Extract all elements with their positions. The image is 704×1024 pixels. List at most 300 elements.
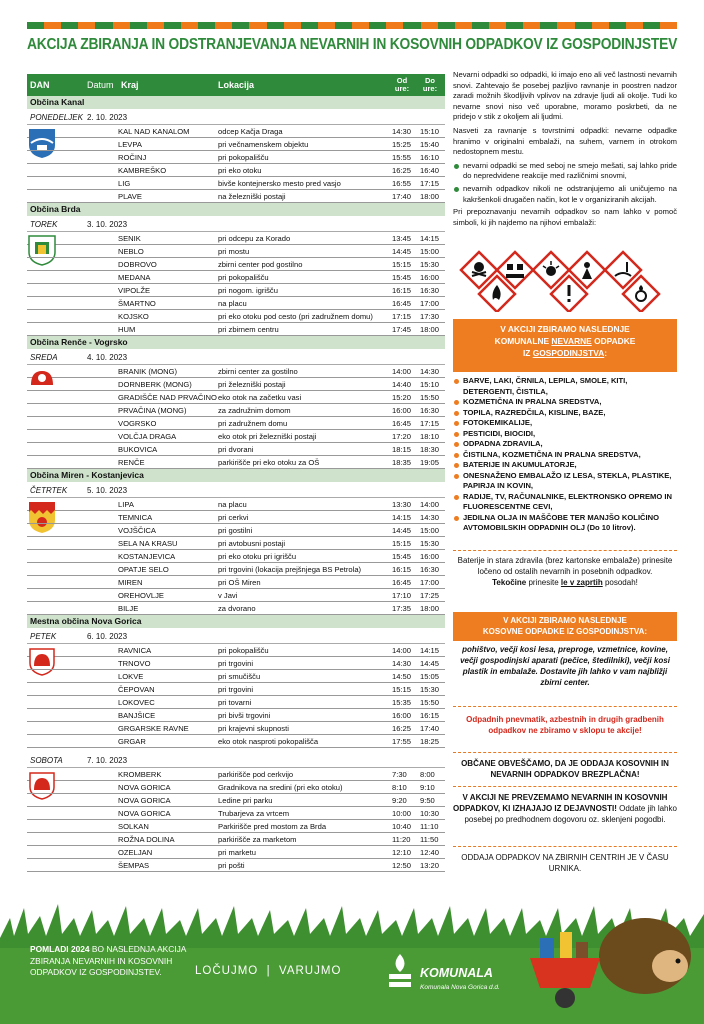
table-row xyxy=(27,670,445,683)
place-cell: HUM xyxy=(118,325,136,334)
to-cell: 10:30 xyxy=(420,809,440,818)
place-cell: LIG xyxy=(118,179,131,188)
location-cell: eko otok pri železniški postaji xyxy=(218,432,317,441)
place-cell: ROŽNA DOLINA xyxy=(118,835,175,844)
exclusion-note: Odpadnih pnevmatik, azbestnih in drugih gradbenih odpadkov ne zbiramo v sklopu te akcije! xyxy=(466,715,664,735)
table-row xyxy=(27,735,445,748)
location-cell: zbirni center pod gostilno xyxy=(218,260,303,269)
place-cell: LIPA xyxy=(118,500,134,509)
location-cell: pri nogom. igrišču xyxy=(218,286,278,295)
day-label: PETEK xyxy=(30,632,57,641)
to-cell: 19:05 xyxy=(420,458,440,467)
place-cell: KROMBERK xyxy=(118,770,162,779)
location-cell: za zadružnim domom xyxy=(218,406,291,415)
table-row xyxy=(27,511,445,524)
table-row xyxy=(27,378,445,391)
from-cell: 7:30 xyxy=(392,770,407,779)
place-cell: NOVA GORICA xyxy=(118,783,171,792)
box-heading: KOMUNALNE NEVARNE ODPADKE xyxy=(494,336,636,346)
location-cell: pri marketu xyxy=(218,848,256,857)
batteries-note: Baterije in stara zdravila (brez kartonske embalaže) prinesite ločeno od ostalih nevarnih in posebnih odpadkov. Tekočine prinesite le v zaprtih posodah! xyxy=(457,556,673,587)
day-row xyxy=(27,752,445,768)
box-heading: V AKCIJI ZBIRAMO NASLEDNJE xyxy=(503,616,627,625)
from-cell: 14:30 xyxy=(392,659,412,668)
location-cell: pri bivši trgovini xyxy=(218,711,271,720)
from-cell: 15:15 xyxy=(392,260,412,269)
from-cell: 18:15 xyxy=(392,445,412,454)
table-row xyxy=(27,768,445,781)
to-cell: 18:30 xyxy=(420,445,440,454)
table-row xyxy=(27,125,445,138)
day-row xyxy=(27,109,445,125)
to-cell: 8:00 xyxy=(420,770,435,779)
list-item: KOZMETIČNA IN PRALNA SREDSTVA, xyxy=(453,397,677,408)
from-cell: 16:45 xyxy=(392,419,412,428)
from-cell: 17:55 xyxy=(392,737,412,746)
table-row xyxy=(27,722,445,735)
divider xyxy=(453,752,677,753)
place-cell: MEDANA xyxy=(118,273,151,282)
box-heading: KOSOVNE ODPADKE IZ GOSPODINJSTVA: xyxy=(482,627,648,636)
to-cell: 15:00 xyxy=(420,526,440,535)
place-cell: RAVNICA xyxy=(118,646,152,655)
table-row xyxy=(27,498,445,511)
location-cell: na placu xyxy=(218,500,247,509)
to-cell: 16:10 xyxy=(420,153,440,162)
from-cell: 15:35 xyxy=(392,698,412,707)
company-name: KOMUNALA xyxy=(420,966,493,980)
to-cell: 15:50 xyxy=(420,698,440,707)
place-cell: ŠEMPAS xyxy=(118,861,150,870)
place-cell: NOVA GORICA xyxy=(118,796,171,805)
from-cell: 16:45 xyxy=(392,299,412,308)
divider xyxy=(453,846,677,847)
to-cell: 9:50 xyxy=(420,796,435,805)
day-label: ČETRTEK xyxy=(30,486,68,495)
place-cell: BILJE xyxy=(118,604,139,613)
date-label: 3. 10. 2023 xyxy=(87,220,128,229)
location-cell: pri eko otoku pri igrišču xyxy=(218,552,297,561)
to-cell: 16:00 xyxy=(420,552,440,561)
table-row xyxy=(27,190,445,203)
day-row xyxy=(27,349,445,365)
place-cell: LOKVE xyxy=(118,672,144,681)
table-row xyxy=(27,859,445,872)
to-cell: 17:00 xyxy=(420,578,440,587)
to-cell: 18:00 xyxy=(420,192,440,201)
free-notice: OBČANE OBVEŠČAMO, DA JE ODDAJA KOSOVNIH IN NEVARNIH ODPADKOV BREZPLAČNA! xyxy=(461,759,669,779)
place-cell: ŠMARTNO xyxy=(118,299,156,308)
table-row xyxy=(27,833,445,846)
place-cell: NEBLO xyxy=(118,247,144,256)
region-heading: Občina Brda xyxy=(27,203,445,216)
to-cell: 14:45 xyxy=(420,659,440,668)
from-cell: 15:20 xyxy=(392,393,412,402)
table-row xyxy=(27,417,445,430)
schedule-table xyxy=(27,74,445,872)
col-kraj: Kraj xyxy=(121,80,139,90)
company-subtitle: Komunala Nova Gorica d.d. xyxy=(420,984,500,991)
date-label: 7. 10. 2023 xyxy=(87,756,128,765)
table-row xyxy=(27,164,445,177)
place-cell: PLAVE xyxy=(118,192,142,201)
to-cell: 16:15 xyxy=(420,711,440,720)
place-cell: NOVA GORICA xyxy=(118,809,171,818)
location-cell: parkirišče pri eko otoku za OŠ xyxy=(218,458,320,467)
col-do: Do ure: xyxy=(422,76,438,93)
place-cell: BRANIK (MONG) xyxy=(118,367,178,376)
hazardous-box xyxy=(453,319,677,372)
box-heading: IZ GOSPODINJSTVA: xyxy=(522,348,608,358)
place-cell: SELA NA KRASU xyxy=(118,539,178,548)
place-cell: SENIK xyxy=(118,234,141,243)
location-cell: na placu xyxy=(218,299,247,308)
location-cell: parkirišče za marketom xyxy=(218,835,297,844)
to-cell: 15:40 xyxy=(420,140,440,149)
to-cell: 15:30 xyxy=(420,685,440,694)
page-title: AKCIJA ZBIRANJA IN ODSTRANJEVANJA NEVARNIH IN KOSOVNIH ODPADKOV IZ GOSPODINJSTEV xyxy=(27,36,678,53)
table-row xyxy=(27,602,445,615)
place-cell: VIPOLŽE xyxy=(118,286,151,295)
place-cell: MIREN xyxy=(118,578,143,587)
to-cell: 12:40 xyxy=(420,848,440,857)
from-cell: 18:35 xyxy=(392,458,412,467)
table-row xyxy=(27,696,445,709)
list-item: FOTOKEMIKALIJE, xyxy=(453,418,677,429)
date-label: 4. 10. 2023 xyxy=(87,353,128,362)
location-cell: pri trgovini xyxy=(218,659,254,668)
from-cell: 14:45 xyxy=(392,526,412,535)
table-row xyxy=(27,151,445,164)
hedgehog-icon xyxy=(599,918,691,994)
place-cell: TRNOVO xyxy=(118,659,151,668)
divider xyxy=(453,786,677,787)
day-label: SREDA xyxy=(30,353,58,362)
from-cell: 14:15 xyxy=(392,513,412,522)
location-cell: pri OŠ Miren xyxy=(218,578,261,587)
location-cell: pri zadružnem domu xyxy=(218,419,288,428)
from-cell: 14:50 xyxy=(392,672,412,681)
slogan: LOČUJMO | VARUJMO xyxy=(195,965,342,977)
to-cell: 16:30 xyxy=(420,565,440,574)
from-cell: 16:25 xyxy=(392,166,412,175)
place-cell: PRVAČINA (MONG) xyxy=(118,406,187,415)
place-cell: LEVPA xyxy=(118,140,142,149)
to-cell: 14:15 xyxy=(420,646,440,655)
place-cell: KAMBREŠKO xyxy=(118,166,167,175)
place-cell: DOBROVO xyxy=(118,260,157,269)
to-cell: 17:30 xyxy=(420,312,440,321)
location-cell: odcep Kačja Draga xyxy=(218,127,283,136)
to-cell: 16:30 xyxy=(420,286,440,295)
day-label: SOBOTA xyxy=(30,756,63,765)
day-row xyxy=(27,216,445,232)
day-row xyxy=(27,628,445,644)
divider xyxy=(453,706,677,707)
table-row xyxy=(27,310,445,323)
to-cell: 15:30 xyxy=(420,260,440,269)
table-row xyxy=(27,391,445,404)
from-cell: 17:10 xyxy=(392,591,412,600)
location-cell: pri pošti xyxy=(218,861,245,870)
from-cell: 16:45 xyxy=(392,578,412,587)
place-cell: OPATJE SELO xyxy=(118,565,169,574)
list-item: RADIJE, TV, RAČUNALNIKE, ELEKTRONSKO OPREMO IN FLUORESCENTNE CEVI, xyxy=(453,492,677,513)
location-cell: pri trgovini (lokacija prejšnjega BS Petrola) xyxy=(218,565,362,574)
to-cell: 16:00 xyxy=(420,273,440,282)
location-cell: Parkirišče pred mostom za Brda xyxy=(218,822,327,831)
place-cell: KAL NAD KANALOM xyxy=(118,127,190,136)
to-cell: 15:50 xyxy=(420,393,440,402)
list-item: ČISTILNA, KOZMETIČNA IN PRALNA SREDSTVA, xyxy=(453,450,677,461)
place-cell: KOJSKO xyxy=(118,312,149,321)
divider xyxy=(453,550,677,551)
location-cell: eko otok na začetku vasi xyxy=(218,393,302,402)
place-cell: TEMNICA xyxy=(118,513,153,522)
table-row xyxy=(27,245,445,258)
table-row xyxy=(27,323,445,336)
location-cell: za dvorano xyxy=(218,604,256,613)
to-cell: 18:00 xyxy=(420,325,440,334)
table-row xyxy=(27,550,445,563)
location-cell: pri krajevni skupnosti xyxy=(218,724,289,733)
location-cell: eko otok nasproti pokopališča xyxy=(218,737,319,746)
list-item: ODPADNA ZDRAVILA, xyxy=(453,439,677,450)
from-cell: 14:30 xyxy=(392,127,412,136)
from-cell: 17:45 xyxy=(392,325,412,334)
place-cell: VOJŠČICA xyxy=(118,526,156,535)
day-label: PONEDELJEK xyxy=(30,113,83,122)
place-cell: VOGRSKO xyxy=(118,419,157,428)
from-cell: 16:00 xyxy=(392,711,412,720)
table-row xyxy=(27,177,445,190)
from-cell: 14:45 xyxy=(392,247,412,256)
from-cell: 16:00 xyxy=(392,406,412,415)
location-cell: pri železniški postaji xyxy=(218,380,286,389)
to-cell: 17:15 xyxy=(420,179,440,188)
to-cell: 18:10 xyxy=(420,432,440,441)
from-cell: 11:20 xyxy=(392,835,411,844)
from-cell: 14:00 xyxy=(392,367,412,376)
date-label: 5. 10. 2023 xyxy=(87,486,128,495)
to-cell: 11:10 xyxy=(420,822,439,831)
from-cell: 15:15 xyxy=(392,685,412,694)
table-header xyxy=(27,74,445,96)
location-cell: pri dvorani xyxy=(218,445,254,454)
location-cell: Gradnikova na sredini (pri eko otoku) xyxy=(218,783,343,792)
table-row xyxy=(27,576,445,589)
col-dan: DAN xyxy=(30,80,50,90)
to-cell: 9:10 xyxy=(420,783,435,792)
location-cell: pri gostilni xyxy=(218,526,253,535)
location-cell: pri trgovini xyxy=(218,685,254,694)
location-cell: v Javi xyxy=(218,591,238,600)
location-cell: pri tovarni xyxy=(218,698,252,707)
hours-notice: ODDAJA ODPADKOV NA ZBIRNIH CENTRIH JE V ČASU URNIKA. xyxy=(461,853,669,873)
location-cell: pri cerkvi xyxy=(218,513,249,522)
to-cell: 18:25 xyxy=(420,737,440,746)
location-cell: pri smučišču xyxy=(218,672,261,681)
region-heading: Mestna občina Nova Gorica xyxy=(27,615,445,628)
place-cell: ROČINJ xyxy=(118,153,147,162)
location-cell: pri večnamenskem objektu xyxy=(218,140,309,149)
place-cell: KOSTANJEVICA xyxy=(118,552,176,561)
to-cell: 15:05 xyxy=(420,672,440,681)
region-heading: Občina Renče - Vogrsko xyxy=(27,336,445,349)
to-cell: 14:30 xyxy=(420,367,440,376)
from-cell: 15:15 xyxy=(392,539,412,548)
list-item: PESTICIDI, BIOCIDI, xyxy=(453,429,677,440)
info-paragraph: Nasveti za ravnanje s tovrstnimi odpadki: nevarne odpadke hranimo v originalni embalaži, na suhem, varnem in otrokom nedostopnem mestu. xyxy=(453,125,677,157)
location-cell: pri zbirnem centru xyxy=(218,325,279,334)
place-cell: VOLČJA DRAGA xyxy=(118,432,177,441)
table-row xyxy=(27,297,445,310)
to-cell: 13:20 xyxy=(420,861,440,870)
to-cell: 14:15 xyxy=(420,234,440,243)
from-cell: 16:15 xyxy=(392,565,412,574)
table-row xyxy=(27,709,445,722)
from-cell: 8:10 xyxy=(392,783,407,792)
table-row xyxy=(27,807,445,820)
table-row xyxy=(27,430,445,443)
from-cell: 17:15 xyxy=(392,312,412,321)
from-cell: 10:40 xyxy=(392,822,412,831)
place-cell: GRGARSKE RAVNE xyxy=(118,724,189,733)
place-cell: BANJŠICE xyxy=(118,711,156,720)
table-row xyxy=(27,644,445,657)
hazard-symbols xyxy=(453,244,677,312)
list-item: BATERIJE IN AKUMULATORJE, xyxy=(453,460,677,471)
table-row xyxy=(27,284,445,297)
place-cell: DORNBERK (MONG) xyxy=(118,380,192,389)
table-row xyxy=(27,537,445,550)
to-cell: 18:00 xyxy=(420,604,440,613)
to-cell: 15:30 xyxy=(420,539,440,548)
table-row xyxy=(27,846,445,859)
region-heading: Občina Miren - Kostanjevica xyxy=(27,469,445,482)
from-cell: 9:20 xyxy=(392,796,407,805)
next-action-note: POMLADI 2024 BO NASLEDNJA AKCIJA ZBIRANJA NEVARNIH IN KOSOVNIH ODPADKOV IZ GOSPODINJSTEV. xyxy=(30,944,186,977)
table-row xyxy=(27,683,445,696)
from-cell: 12:10 xyxy=(392,848,412,857)
from-cell: 13:45 xyxy=(392,234,412,243)
location-cell: pri pokopališču xyxy=(218,273,269,282)
to-cell: 14:00 xyxy=(420,500,440,509)
to-cell: 17:40 xyxy=(420,724,440,733)
location-cell: pri mostu xyxy=(218,247,250,256)
location-cell: pri eko otoku xyxy=(218,166,262,175)
from-cell: 15:45 xyxy=(392,552,412,561)
from-cell: 16:55 xyxy=(392,179,412,188)
table-row xyxy=(27,794,445,807)
to-cell: 17:00 xyxy=(420,299,440,308)
to-cell: 16:40 xyxy=(420,166,440,175)
table-row xyxy=(27,258,445,271)
business-notice: V AKCIJI NE PREVZEMAMO NEVARNIH IN KOSOVNIH ODPADKOV, KI IZHAJAJO IZ DEJAVNOSTI! Oddate jih lahko posebej po predhodnem dogovoru oz. sklenjeni pogodbi. xyxy=(453,793,677,824)
location-cell: pri pokopališču xyxy=(218,153,269,162)
info-bullet: nevarnih odpadkov nikoli ne odstranjujemo ali uničujemo na kakršenkoli drugačen način, kot le v organiziranih akcijah. xyxy=(453,184,677,205)
to-cell: 17:25 xyxy=(420,591,440,600)
table-row xyxy=(27,271,445,284)
from-cell: 15:25 xyxy=(392,140,412,149)
col-od: Od ure: xyxy=(394,76,410,93)
location-cell: pri pokopališču xyxy=(218,646,269,655)
bulky-box xyxy=(453,612,677,641)
table-row xyxy=(27,524,445,537)
region-heading: Občina Kanal xyxy=(27,96,445,109)
location-cell: Ledine pri parku xyxy=(218,796,273,805)
to-cell: 15:10 xyxy=(420,127,440,136)
to-cell: 15:00 xyxy=(420,247,440,256)
location-cell: pri avtobusni postaji xyxy=(218,539,286,548)
hazardous-list xyxy=(453,376,677,534)
info-bullet: nevarni odpadki se med seboj ne smejo mešati, saj lahko pride do nepredvidene reakcije med različnimi snovmi, xyxy=(453,161,677,182)
from-cell: 14:00 xyxy=(392,646,412,655)
day-row xyxy=(27,482,445,498)
list-item: ONESNAŽENO EMBALAŽO IZ LESA, STEKLA, PLASTIKE, PAPIRJA IN KOVIN, xyxy=(453,471,677,492)
location-cell: zbirni center za gostilno xyxy=(218,367,298,376)
to-cell: 15:10 xyxy=(420,380,440,389)
to-cell: 17:15 xyxy=(420,419,440,428)
table-row xyxy=(27,657,445,670)
from-cell: 17:40 xyxy=(392,192,412,201)
from-cell: 17:35 xyxy=(392,604,412,613)
table-row xyxy=(27,781,445,794)
table-row xyxy=(27,456,445,469)
location-cell: na železniški postaji xyxy=(218,192,286,201)
from-cell: 16:15 xyxy=(392,286,412,295)
place-cell: LOKOVEC xyxy=(118,698,155,707)
from-cell: 13:30 xyxy=(392,500,412,509)
to-cell: 11:50 xyxy=(420,835,439,844)
box-heading: V AKCIJI ZBIRAMO NASLEDNJE xyxy=(500,324,630,334)
place-cell: GRGAR xyxy=(118,737,146,746)
location-cell: parkirišče pod cerkvijo xyxy=(218,770,294,779)
bulky-description: pohištvo, večji kosi lesa, preproge, vzmetnice, kovine, večji gospodinjski aparati (pečice, štedilniki), večji kosi plastik in embalaže. Dostavite jih lahko v vam najbližji zbirni center. xyxy=(460,645,670,687)
table-row xyxy=(27,820,445,833)
place-cell: GRADIŠČE NAD PRVAČINO xyxy=(118,393,217,402)
table-row xyxy=(27,365,445,378)
from-cell: 14:40 xyxy=(392,380,412,389)
table-row xyxy=(27,589,445,602)
col-lokacija: Lokacija xyxy=(218,80,255,90)
from-cell: 15:55 xyxy=(392,153,412,162)
date-label: 2. 10. 2023 xyxy=(87,113,128,122)
table-row xyxy=(27,443,445,456)
place-cell: ČEPOVAN xyxy=(118,685,155,694)
from-cell: 10:00 xyxy=(392,809,412,818)
from-cell: 17:20 xyxy=(392,432,412,441)
location-cell: Trubarjeva za vrtcem xyxy=(218,809,290,818)
from-cell: 12:50 xyxy=(392,861,412,870)
list-item: TOPILA, RAZREDČILA, KISLINE, BAZE, xyxy=(453,408,677,419)
table-row xyxy=(27,563,445,576)
from-cell: 16:25 xyxy=(392,724,412,733)
date-label: 6. 10. 2023 xyxy=(87,632,128,641)
table-row xyxy=(27,138,445,151)
place-cell: OZELJAN xyxy=(118,848,153,857)
info-paragraph: Nevarni odpadki so odpadki, ki imajo eno ali več lastnosti nevarnih snovi. Zahtevajo še posebej pazljivo ravnanje in poostren nadzor zaradi možnih škodljivih vplivov na zdravje ljudi ali okolje. Tudi ko nevarne snovi niso več uporabne, moramo poskrbeti, da ne pridejo v stik z okoljem ali ljudmi. xyxy=(453,70,677,122)
location-cell: pri odcepu za Korado xyxy=(218,234,291,243)
top-stripe xyxy=(27,22,677,29)
list-item: BARVE, LAKI, ČRNILA, LEPILA, SMOLE, KITI, DETERGENTI, ČISTILA, xyxy=(453,376,677,397)
from-cell: 15:45 xyxy=(392,273,412,282)
col-datum: Datum xyxy=(87,80,114,90)
location-cell: pri eko otoku pod cesto (pri zadružnem domu) xyxy=(218,312,373,321)
place-cell: SOLKAN xyxy=(118,822,149,831)
place-cell: OREHOVLJE xyxy=(118,591,164,600)
table-row xyxy=(27,404,445,417)
